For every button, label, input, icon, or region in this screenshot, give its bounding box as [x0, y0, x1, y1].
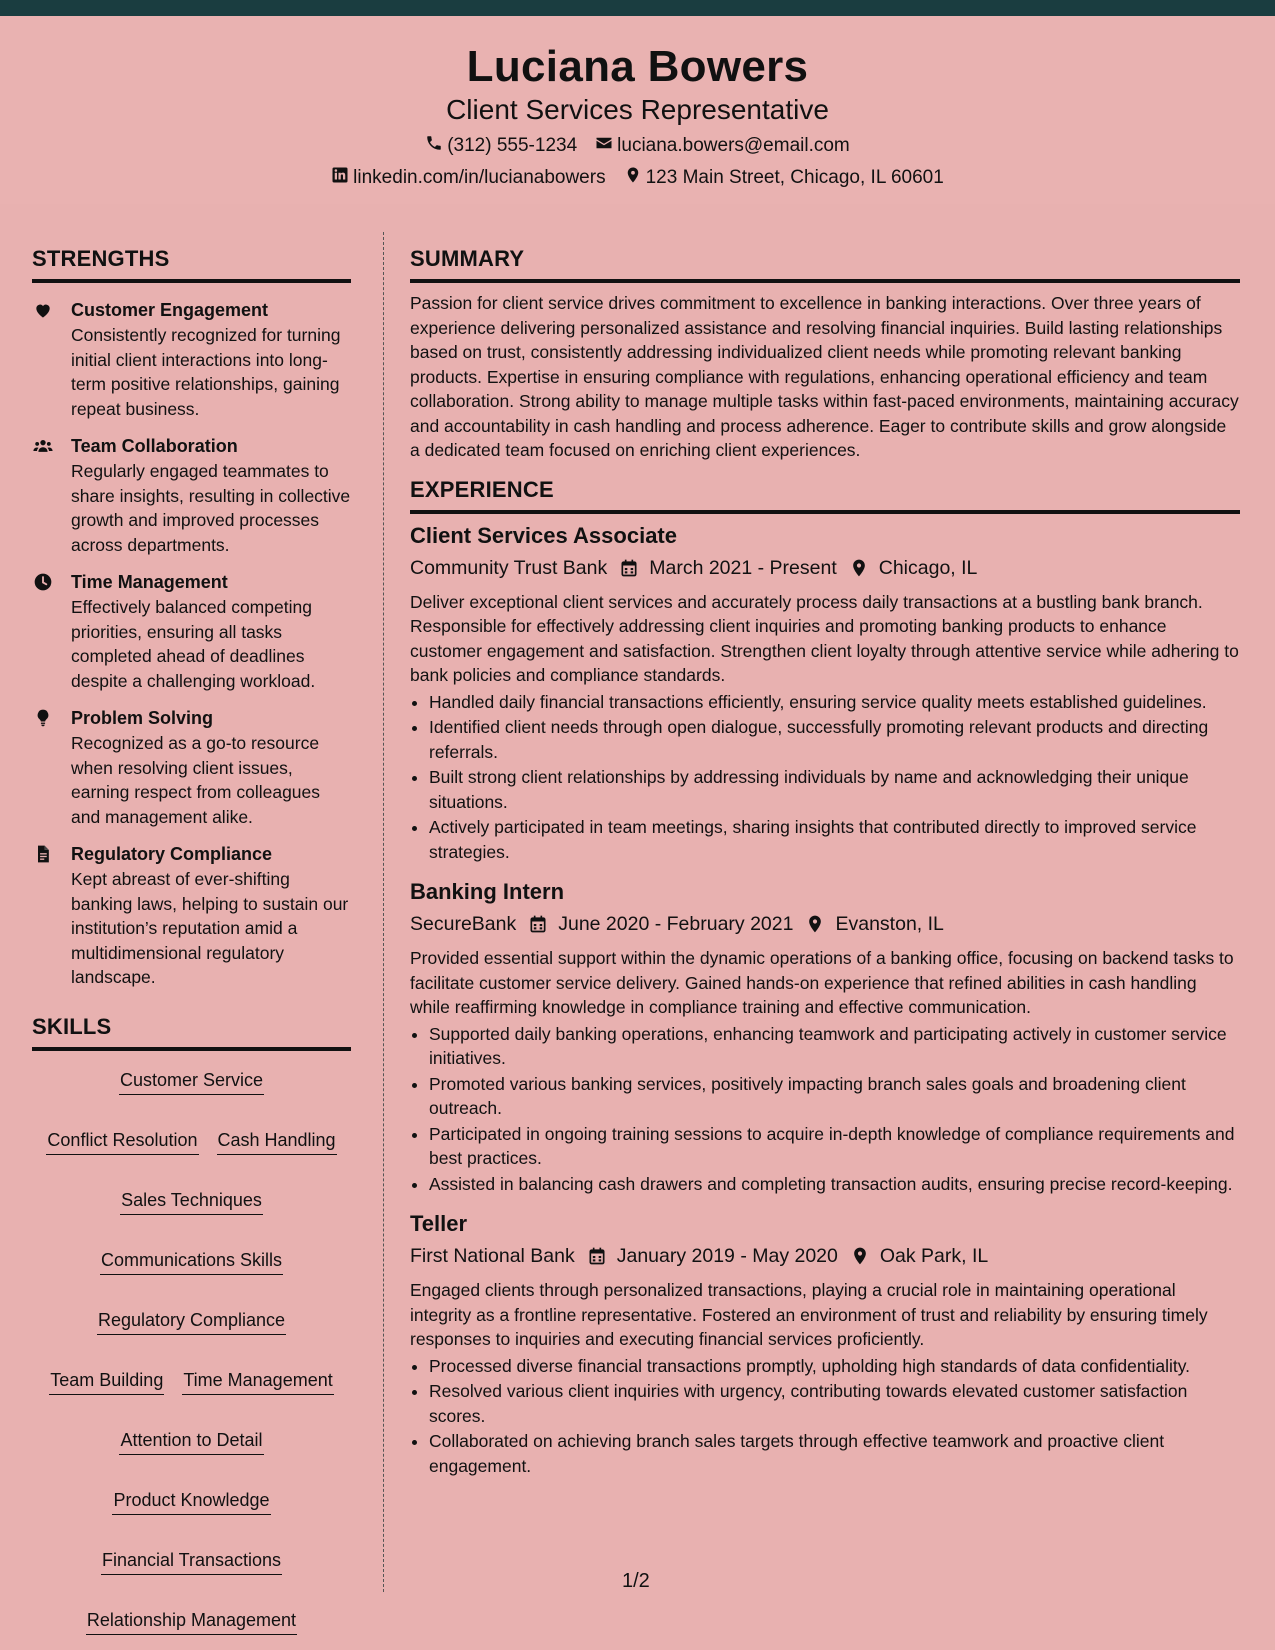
skills-list [32, 1069, 351, 1635]
job-bullet: • Collaborated on achieving branch sales targets through effective teamwork and proactive client engagement. [429, 1429, 1240, 1478]
job-company: Community Trust Bank [410, 556, 608, 579]
job-dates: June 2020 - February 2021 [558, 913, 794, 935]
strength-desc: Consistently recognized for turning initial client interactions into long-term positive relationships, gaining repeat business. [71, 325, 341, 419]
job-description: Deliver exceptional client services and accurately process daily transactions at a bustling bank branch. Responsible for effectively addressing client inquiries and promoting banking products to enhance customer engagement and satisfaction. Strengthen client loyalty through attentive service while adhering to bank policies and compliance standards. [410, 591, 1239, 685]
linkedin-text: linkedin.com/in/lucianabowers [353, 167, 606, 188]
job-dates: January 2019 - May 2020 [616, 1245, 838, 1267]
skill-tag: Financial Transactions [101, 1549, 282, 1575]
skill-tag: Attention to Detail [119, 1429, 263, 1455]
skill-tag: Conflict Resolution [46, 1129, 198, 1155]
page-number: 1/2 [622, 1570, 650, 1592]
contact-linkedin[interactable] [331, 166, 605, 190]
calendar-icon [619, 558, 639, 578]
job-description: Provided essential support within the dynamic operations of a banking office, focusing on backend tasks to facilitate customer service delivery. Gained hands-on experience that refined abilities in cash handling while reaffirming knowledge in compliance training and effective communication. [410, 948, 1234, 1017]
document-icon [32, 844, 54, 864]
strength-desc: Regularly engaged teammates to share insights, resulting in collective growth and improved processes across departments. [71, 461, 351, 555]
skill-tag: Team Building [49, 1369, 164, 1395]
strengths-heading: STRENGTHS [32, 246, 351, 283]
contact-line-2 [0, 166, 1275, 190]
job-bullet: • Participated in ongoing training sessions to acquire in-depth knowledge of compliance requirements and best practices. [429, 1122, 1240, 1171]
location-pin-icon [805, 914, 825, 934]
candidate-title: Client Services Representative [446, 94, 829, 125]
job-bullet: • Handled daily financial transactions efficiently, ensuring service quality meets established guidelines. [429, 690, 1240, 715]
skill-tag: Sales Techniques [120, 1189, 263, 1215]
skill-tag: Product Knowledge [112, 1489, 270, 1515]
job-bullet: • Supported daily banking operations, enhancing teamwork and participating actively in customer service initiatives. [429, 1022, 1240, 1071]
job-location: Oak Park, IL [879, 1245, 989, 1267]
job-bullets [410, 690, 1240, 865]
skill-tag: Regulatory Compliance [97, 1309, 286, 1335]
job-bullets [410, 1354, 1240, 1479]
job-entry [410, 1210, 1240, 1478]
job-company: First National Bank [410, 1245, 575, 1267]
job-bullet: • Processed diverse financial transactions promptly, upholding high standards of data confidentiality. [429, 1354, 1240, 1379]
job-description: Engaged clients through personalized transactions, playing a crucial role in maintaining operational integrity as a frontline representative. Fostered an environment of trust and reliability by ensuring timely responses to inquiries and executing financial services proficiently. [410, 1280, 1208, 1349]
heart-icon [32, 300, 54, 320]
strength-item [32, 299, 351, 421]
job-bullet: • Identified client needs through open dialogue, successfully promoting relevant products and directing referrals. [429, 715, 1240, 764]
contact-address [624, 166, 944, 190]
location-pin-icon [624, 166, 642, 190]
job-meta [410, 1242, 1240, 1270]
strength-title: Customer Engagement [71, 300, 269, 320]
top-accent-bar [0, 0, 1275, 16]
skill-tag: Relationship Management [86, 1609, 297, 1635]
job-location: Evanston, IL [835, 913, 944, 935]
location-pin-icon [850, 1246, 870, 1266]
strength-item [32, 707, 351, 829]
strength-title: Time Management [71, 572, 228, 592]
lightbulb-icon [32, 708, 54, 728]
phone-icon [425, 134, 443, 158]
candidate-name: Luciana Bowers [466, 42, 809, 91]
right-column [410, 246, 1240, 1479]
job-role: Client Services Associate [410, 522, 677, 548]
column-divider [383, 232, 384, 1592]
job-location: Chicago, IL [878, 556, 978, 579]
job-bullets [410, 1022, 1240, 1197]
skill-tag: Time Management [182, 1369, 333, 1395]
strength-item [32, 571, 351, 693]
job-bullet: • Promoted various banking services, positively impacting branch sales goals and broadening client outreach. [429, 1072, 1240, 1121]
contact-email[interactable] [595, 134, 850, 158]
job-company: SecureBank [410, 913, 517, 935]
job-bullet: • Assisted in balancing cash drawers and completing transaction audits, ensuring precise record-keeping. [429, 1172, 1240, 1197]
contact-phone[interactable] [425, 134, 577, 158]
users-icon [32, 436, 54, 456]
experience-heading: EXPERIENCE [410, 477, 1240, 514]
summary-heading: SUMMARY [410, 246, 1240, 283]
job-bullet: • Resolved various client inquiries with urgency, contributing towards elevated customer satisfaction scores. [429, 1379, 1240, 1428]
address-text: 123 Main Street, Chicago, IL 60601 [645, 167, 944, 188]
job-meta [410, 910, 1240, 938]
calendar-icon [528, 914, 548, 934]
skill-tag: Communications Skills [100, 1249, 283, 1275]
clock-icon [32, 572, 54, 592]
left-column [32, 246, 351, 1635]
job-dates: March 2021 - Present [649, 556, 837, 579]
email-text: luciana.bowers@email.com [617, 135, 850, 156]
strength-title: Team Collaboration [71, 436, 238, 456]
strength-title: Problem Solving [71, 708, 214, 728]
contact-line-1 [0, 134, 1275, 158]
summary-text: Passion for client service drives commitment to excellence in banking interactions. Over three years of experience delivering personalized assistance and resolving financial inquiries. Build lasting relationships based on trust, consistently addressing individualized client needs while promoting relevant banking products. Expertise in ensuring compliance with regulations, enhancing operational efficiency and team collaboration. Strong ability to manage multiple tasks within fast-paced environments, maintaining accuracy and accountability in cash handling and process adherence. Eager to contribute skills and grow alongside a dedicated team focused on enriching client experiences. [410, 293, 1239, 460]
job-bullet: • Built strong client relationships by addressing individuals by name and acknowledging their unique situations. [429, 765, 1240, 814]
linkedin-icon [331, 166, 349, 190]
skill-tag: Cash Handling [217, 1129, 337, 1155]
skill-tag: Customer Service [119, 1069, 264, 1095]
calendar-icon [587, 1246, 607, 1266]
phone-text: (312) 555-1234 [447, 135, 578, 156]
job-bullet: • Actively participated in team meetings, sharing insights that contributed directly to improved service strategies. [429, 815, 1240, 864]
job-entry [410, 878, 1240, 1196]
envelope-icon [595, 134, 613, 158]
job-entry [410, 522, 1240, 865]
job-role: Teller [410, 1211, 468, 1236]
strength-desc: Kept abreast of ever-shifting banking laws, helping to sustain our institution’s reputation amid a multidimensional regulatory landscape. [71, 869, 349, 987]
strength-item [32, 843, 351, 990]
strength-title: Regulatory Compliance [71, 844, 273, 864]
skills-heading: SKILLS [32, 1014, 351, 1051]
strength-item [32, 435, 351, 557]
resume-header [0, 16, 1275, 204]
location-pin-icon [849, 558, 869, 578]
job-role: Banking Intern [410, 879, 565, 904]
strength-desc: Effectively balanced competing priorities, ensuring all tasks completed ahead of deadlines despite a challenging workload. [71, 597, 316, 691]
strength-desc: Recognized as a go-to resource when resolving client issues, earning respect from colleagues and management alike. [71, 733, 321, 827]
job-meta [410, 554, 1240, 582]
